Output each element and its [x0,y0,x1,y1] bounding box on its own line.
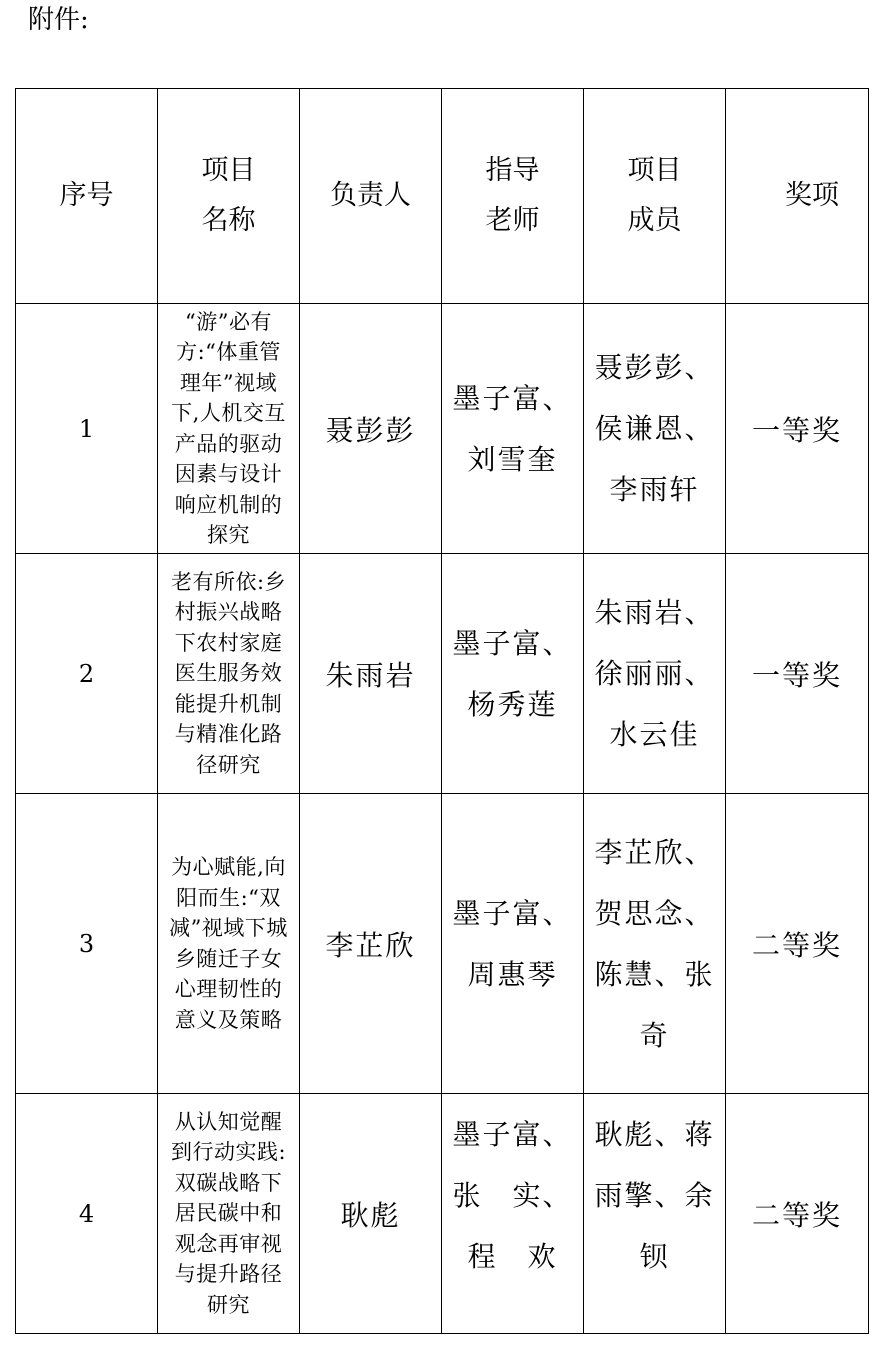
table-row [16,554,869,794]
header-project-line2: 名称 [201,205,256,236]
row-seq: 1 [16,304,158,554]
row-seq: 2 [16,554,158,794]
advisor-name: 墨子富、 [452,1118,573,1151]
member-line: 奇 [639,1018,670,1052]
row-leader: 聂彭彭 [300,304,442,554]
member-line: 水云佳 [609,718,700,751]
advisor-name: 刘雪奎 [467,442,558,476]
header-leader [300,89,442,304]
member-line: 聂彭彭、 [594,351,715,384]
row-project-name: 为心赋能,向阳而生:“双减”视域下城乡随迁子女心理韧性的意义及策略 [158,794,300,1094]
header-members-line1: 项目 [627,155,682,186]
table-header-row [16,89,869,304]
row-award: 二等奖 [726,794,869,1094]
row-members [584,554,726,794]
member-line: 贺思念、 [594,896,715,930]
member-line: 李雨轩 [609,473,700,506]
row-advisors [442,554,584,794]
row-leader: 朱雨岩 [300,554,442,794]
header-seq-text: 序号 [59,180,114,211]
header-award-text: 奖项 [785,180,839,211]
row-advisors [442,304,584,554]
row-award: 二等奖 [726,1094,869,1334]
advisor-name: 张 实、 [452,1179,573,1212]
member-line: 钡 [639,1240,670,1273]
member-line: 侯谦恩、 [594,412,715,445]
row-members [584,1094,726,1334]
row-project-name: 从认知觉醒到行动实践:双碳战略下居民碳中和观念再审视与提升路径研究 [158,1094,300,1334]
header-advisor-line2: 老师 [485,205,540,236]
award-table [15,88,869,1334]
advisor-name: 杨秀莲 [467,687,558,721]
member-line: 耿彪、蒋 [594,1118,715,1151]
row-project-name: 老有所依:乡村振兴战略下农村家庭医生服务效能提升机制与精准化路径研究 [158,554,300,794]
member-line: 朱雨岩、 [594,596,715,629]
row-seq: 4 [16,1094,158,1334]
header-project-line1: 项目 [201,155,256,186]
advisor-name: 墨子富、 [452,381,573,415]
advisor-name: 周惠琴 [467,957,558,991]
table-row [16,304,869,554]
member-line: 陈慧、张 [594,957,715,991]
row-members [584,304,726,554]
row-leader: 李芷欣 [300,794,442,1094]
row-project-name: “游”必有方:“体重管理年”视域下,人机交互产品的驱动因素与设计响应机制的探究 [158,304,300,554]
row-members [584,794,726,1094]
advisor-name: 墨子富、 [452,626,573,660]
member-line: 雨擎、余 [594,1179,715,1212]
header-project-name [158,89,300,304]
row-advisors [442,1094,584,1334]
row-advisors [442,794,584,1094]
header-advisor [442,89,584,304]
header-members [584,89,726,304]
member-line: 李芷欣、 [594,835,715,869]
member-line: 徐丽丽、 [594,657,715,690]
advisor-name: 程 欢 [467,1240,558,1273]
row-seq: 3 [16,794,158,1094]
header-advisor-line1: 指导 [485,155,540,186]
header-award [726,89,869,304]
table-row [16,1094,869,1334]
row-award: 一等奖 [726,554,869,794]
row-leader: 耿彪 [300,1094,442,1334]
row-award: 一等奖 [726,304,869,554]
header-leader-text: 负责人 [330,180,411,211]
table-row [16,794,869,1094]
advisor-name: 墨子富、 [452,896,573,930]
header-members-line2: 成员 [627,205,682,236]
attachment-label: 附件: [28,5,89,35]
header-seq [16,89,158,304]
